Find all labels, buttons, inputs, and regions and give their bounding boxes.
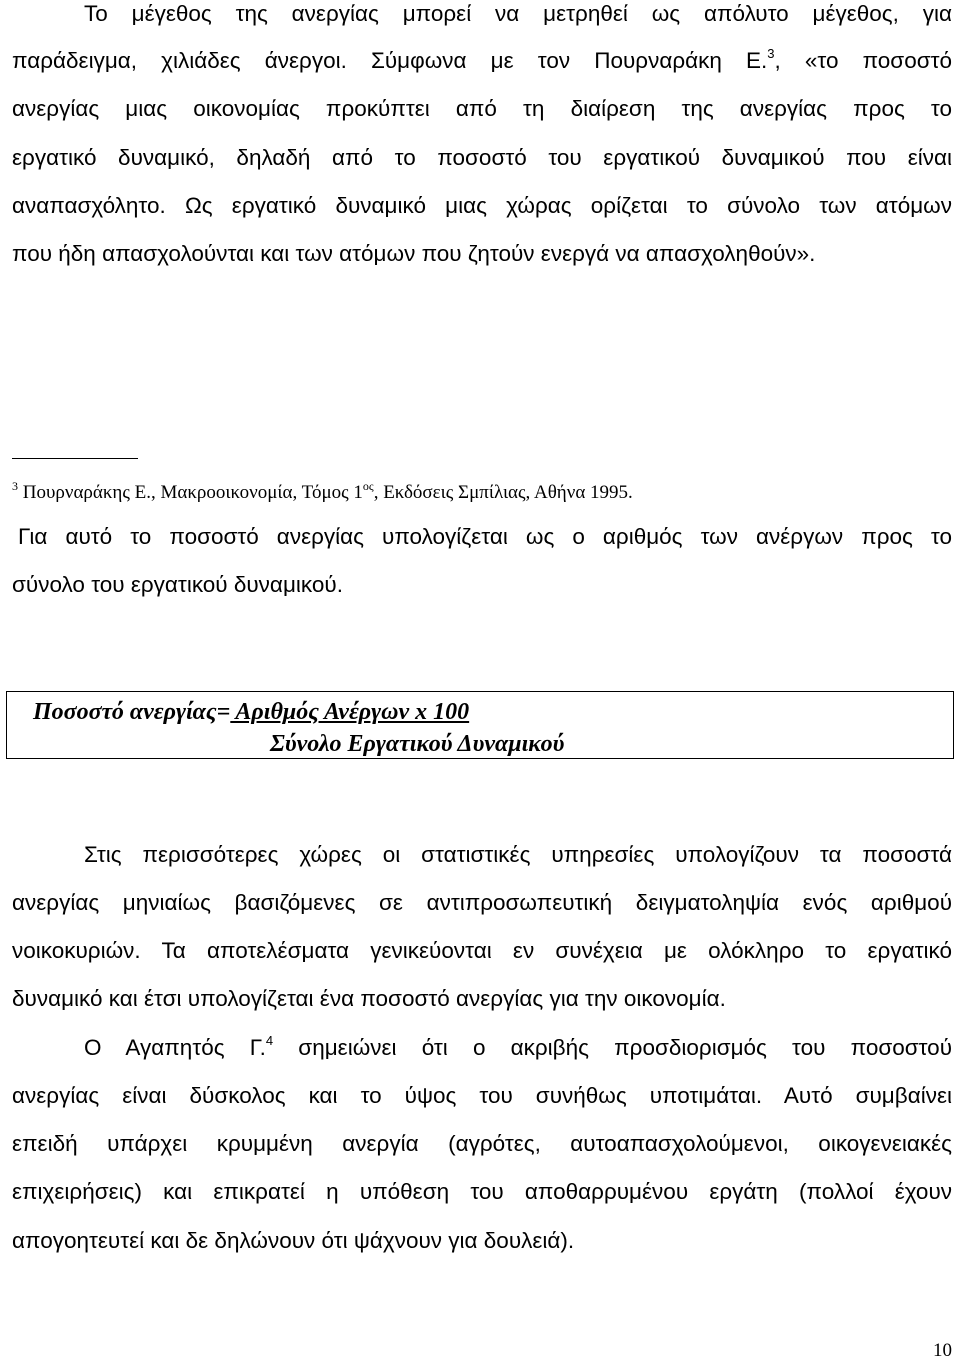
footnote-marker: 3	[12, 479, 18, 493]
page-number: 10	[933, 1340, 952, 1361]
footnote-ref: 3	[767, 46, 775, 61]
footnote-ordinal: ος	[362, 479, 374, 493]
footnote-text: Πουρναράκης Ε., Μακροοικονομία, Τόμος 1	[18, 482, 363, 503]
paragraph-line: Στις περισσότερες χώρες οι στατιστικές υπηρεσίες υπολογίζουν τα ποσοστά	[84, 842, 952, 867]
footnote-separator	[12, 458, 138, 459]
paragraph-line: σύνολο του εργατικού δυναμικού.	[12, 572, 343, 597]
paragraph-line: ανεργίας μηνιαίως βασιζόμενες σε αντιπροσωπευτική δειγματοληψία ενός αριθμού	[12, 890, 952, 915]
footnote	[12, 481, 633, 505]
paragraph-line: νοικοκυριών. Τα αποτελέσματα γενικεύονται εν συνέχεια με ολόκληρο το εργατικό	[12, 938, 952, 963]
footnote-text: , Εκδόσεις Σμπίλιας, Αθήνα 1995.	[373, 482, 633, 503]
paragraph-line: εργατικό δυναμικό, δηλαδή από το ποσοστό του εργατικού δυναμικού που είναι	[12, 145, 952, 170]
paragraph-line: που ήδη απασχολούνται και των ατόμων που ζητούν ενεργά να απασχοληθούν».	[12, 241, 816, 266]
paragraph-line: επειδή υπάρχει κρυμμένη ανεργία (αγρότες, αυτοαπασχολούμενοι, οικογενειακές	[12, 1131, 952, 1156]
formula-denominator: Σύνολο Εργατικού Δυναμικού	[270, 731, 565, 757]
paragraph-line: αναπασχόλητο. Ως εργατικό δυναμικό μιας χώρας ορίζεται το σύνολο των ατόμων	[12, 193, 952, 218]
paragraph-line: απογοητευτεί και δε δηλώνουν ότι ψάχνουν για δουλειά).	[12, 1228, 575, 1253]
paragraph-text: , «το ποσοστό	[774, 48, 952, 73]
paragraph-line: Το μέγεθος της ανεργίας μπορεί να μετρηθεί ως απόλυτο μέγεθος, για	[84, 1, 952, 26]
formula-numerator-row	[33, 698, 469, 726]
paragraph-text: παράδειγμα, χιλιάδες άνεργοι. Σύμφωνα με τον Πουρναράκη Ε.	[12, 48, 768, 73]
formula-numerator: Αριθμός Ανέργων x 100	[230, 699, 470, 725]
paragraph-line: ανεργίας μιας οικονομίας προκύπτει από τη διαίρεση της ανεργίας προς το	[12, 96, 952, 121]
footnote-ref: 4	[265, 1033, 274, 1048]
paragraph-line: δυναμικό και έτσι υπολογίζεται ένα ποσοστό ανεργίας για την οικονομία.	[12, 986, 726, 1011]
formula-box	[6, 691, 954, 759]
paragraph-line: Για αυτό το ποσοστό ανεργίας υπολογίζεται ως ο αριθμός των ανέργων προς το	[18, 524, 952, 549]
paragraph-text: σημειώνει ότι ο ακριβής προσδιορισμός του ποσοστού	[273, 1035, 953, 1060]
paragraph-line	[12, 48, 952, 74]
paragraph-text: Ο Αγαπητός Γ.	[84, 1035, 266, 1060]
paragraph-line: ανεργίας είναι δύσκολος και το ύψος του συνήθως υποτιμάται. Αυτό συμβαίνει	[12, 1083, 952, 1108]
paragraph-line	[84, 1035, 952, 1061]
formula-label: Ποσοστό ανεργίας=	[33, 699, 231, 725]
paragraph-line: επιχειρήσεις) και επικρατεί η υπόθεση του αποθαρρυμένου εργάτη (πολλοί έχουν	[12, 1179, 952, 1204]
